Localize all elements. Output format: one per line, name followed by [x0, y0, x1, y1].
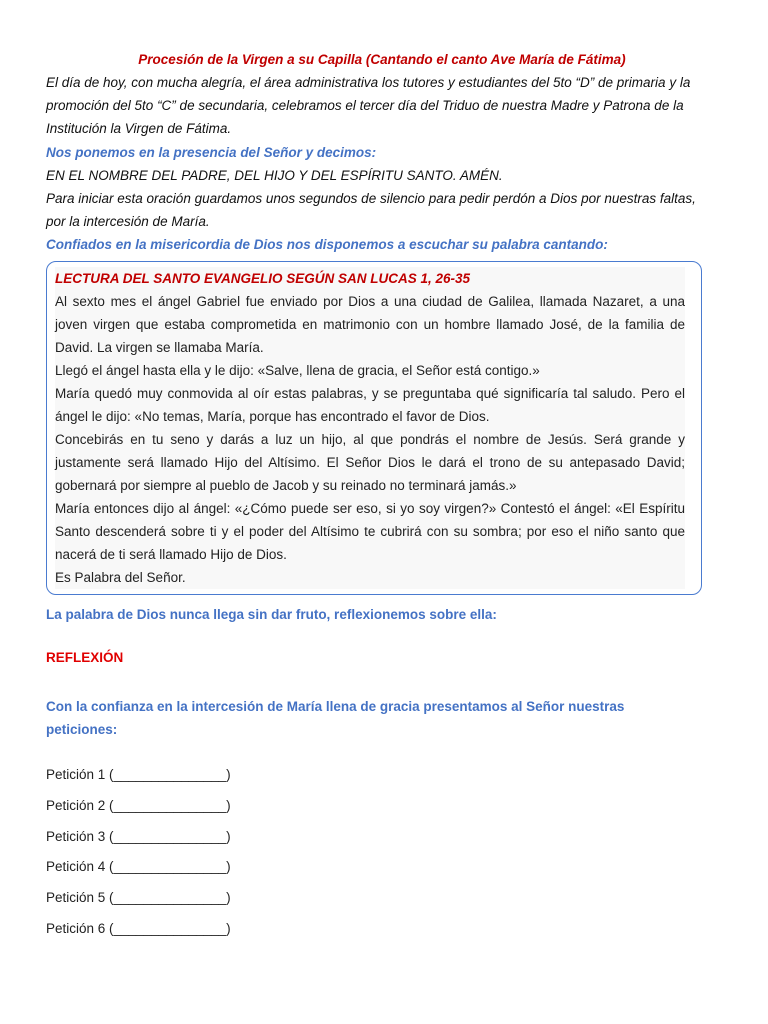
petition-item: Petición 5 (_______________): [46, 890, 231, 905]
gospel-paragraph: María quedó muy conmovida al oír estas palabras, y se preguntaba qué significaría tal saludo. Pero el ángel le dijo: «No temas, María, porque has encontrado el favor de Dios.: [55, 386, 685, 424]
document-header: [46, 48, 718, 257]
gospel-paragraph: Concebirás en tu seno y darás a luz un hijo, al que pondrás el nombre de Jesús. Será grande y justamente será llamado Hijo del Altísimo. El Señor Dios le dará el trono de su antepasado David; gobernará por siempre al pueblo de Jacob y su reinado no terminará jamás.»: [55, 432, 685, 493]
petition-item: Petición 6 (_______________): [46, 921, 231, 936]
petition-item: Petición 1 (_______________): [46, 767, 231, 782]
petition-item: Petición 2 (_______________): [46, 798, 231, 813]
petition-item: Petición 4 (_______________): [46, 859, 231, 874]
petition-item: Petición 3 (_______________): [46, 829, 231, 844]
silence-paragraph: Para iniciar esta oración guardamos unos segundos de silencio para pedir perdón a Dios por nuestras faltas, por la intercesión de María.: [46, 191, 696, 230]
gospel-content: [55, 267, 685, 589]
petitions-section: [46, 695, 676, 741]
petitions-heading: Con la confianza en la intercesión de María llena de gracia presentamos al Señor nuestras peticiones:: [46, 699, 625, 737]
sign-of-cross: EN EL NOMBRE DEL PADRE, DEL HIJO Y DEL ESPÍRITU SANTO. AMÉN.: [46, 167, 503, 183]
fruit-heading: La palabra de Dios nunca llega sin dar fruto, reflexionemos sobre ella:: [46, 607, 497, 622]
gospel-title: LECTURA DEL SANTO EVANGELIO SEGÚN SAN LUCAS 1, 26-35: [55, 271, 471, 286]
fruit-section: [46, 603, 686, 626]
gospel-paragraph: Al sexto mes el ángel Gabriel fue enviado por Dios a una ciudad de Galilea, llamada Nazaret, a una joven virgen que estaba comprometida en matrimonio con un hombre llamado José, de la familia de David. La virgen se llamaba María.: [55, 294, 685, 355]
reflection-heading: REFLEXIÓN: [46, 650, 124, 665]
gospel-closing: Es Palabra del Señor.: [55, 570, 186, 585]
gospel-box: [46, 261, 702, 595]
presence-heading: Nos ponemos en la presencia del Señor y decimos:: [46, 144, 377, 160]
reflection-section: [46, 650, 686, 665]
intro-paragraph: El día de hoy, con mucha alegría, el área administrativa los tutores y estudiantes del 5to “D” de primaria y la promoción del 5to “C” de secundaria, celebramos el tercer día del Triduo de nuestra Madre y Patrona de la Institución la Virgen de Fátima.: [46, 75, 691, 137]
word-heading: Confiados en la misericordia de Dios nos disponemos a escuchar su palabra cantando:: [46, 237, 608, 253]
gospel-paragraph: María entonces dijo al ángel: «¿Cómo puede ser eso, si yo soy virgen?» Contestó el ángel: «El Espíritu Santo descenderá sobre ti y el poder del Altísimo te cubrirá con su sombra; por eso el niño santo que nacerá de ti será llamado Hijo de Dios.: [55, 501, 685, 562]
gospel-paragraph: Llegó el ángel hasta ella y le dijo: «Salve, llena de gracia, el Señor está contigo.»: [55, 363, 540, 378]
page-title: Procesión de la Virgen a su Capilla (Cantando el canto Ave María de Fátima): [138, 52, 626, 67]
